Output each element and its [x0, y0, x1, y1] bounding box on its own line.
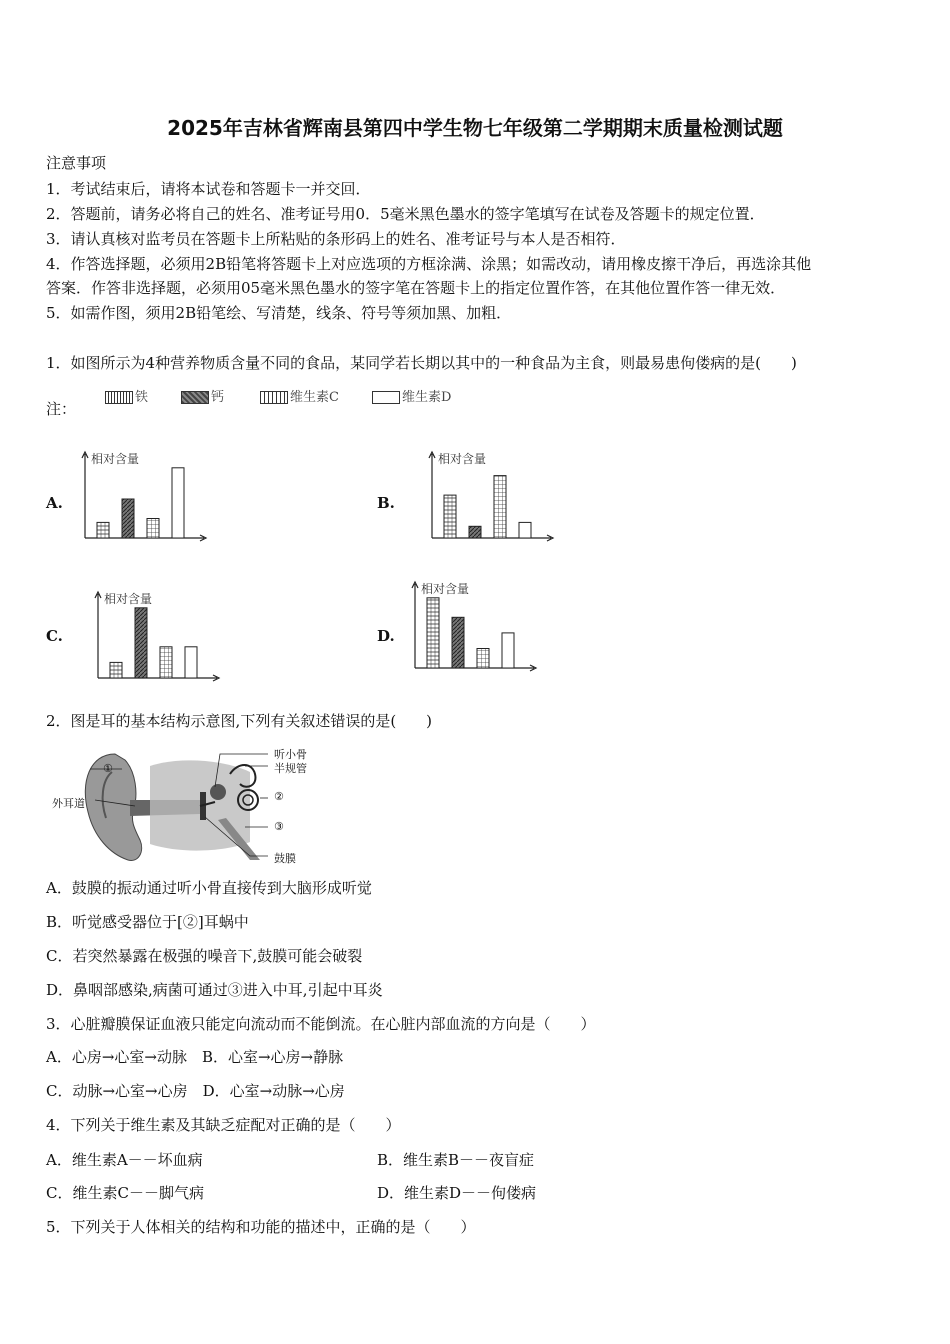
- q2-option-d[interactable]: D．鼻咽部感染,病菌可通过③进入中耳,引起中耳炎: [46, 981, 383, 999]
- q2-option-c[interactable]: C．若突然暴露在极强的噪音下,鼓膜可能会破裂: [46, 947, 363, 965]
- ear-label-eardrum: 鼓膜: [274, 852, 296, 865]
- legend-swatch: [260, 391, 288, 404]
- bar-calcium: [469, 526, 481, 538]
- chart-title: 相对含量: [421, 582, 470, 596]
- y-axis: [82, 452, 88, 538]
- page-title: 2025年吉林省辉南县第四中学生物七年级第二学期期末质量检测试题: [167, 116, 783, 140]
- legend-iron: 铁: [105, 386, 148, 405]
- q4-option-c[interactable]: C．维生素C－－脚气病: [46, 1184, 204, 1202]
- q2-stem: 2．图是耳的基本结构示意图,下列有关叙述错误的是( ): [46, 712, 433, 730]
- ear-label-ossicles: 听小骨: [274, 748, 307, 761]
- q1-note-label: 注：: [46, 400, 77, 418]
- chart-b: [422, 448, 557, 546]
- q4-stem: 4．下列关于维生素及其缺乏症配对正确的是（ ）: [46, 1116, 401, 1134]
- legend-calcium: 钙: [181, 386, 224, 405]
- q1-option-b[interactable]: B.: [377, 494, 395, 512]
- notes-item: 4．作答选择题，必须用2B铅笔将答题卡上对应选项的方框涂满、涂黑；如需改动，请用橡皮擦干净后，再选涂其他: [46, 255, 812, 273]
- ear-label-canal: 外耳道: [52, 797, 85, 810]
- chart-title: 相对含量: [438, 452, 487, 466]
- notes-item: 3．请认真核对监考员在答题卡上所粘贴的条形码上的姓名、准考证号与本人是否相符．: [46, 230, 626, 248]
- notes-heading: 注意事项: [46, 154, 107, 172]
- notes-item: 1．考试结束后，请将本试卷和答题卡一并交回．: [46, 180, 371, 198]
- q4-option-a[interactable]: A．维生素A－－坏血病: [46, 1151, 203, 1169]
- bar-vitamin-d: [185, 647, 197, 678]
- bar-vitamin-c: [160, 647, 172, 678]
- bar-vitamin-c: [147, 519, 159, 539]
- notes-item: 2．答题前，请务必将自己的姓名、准考证号用0．5毫米黑色墨水的签字笔填写在试卷及答题卡的规定位置．: [46, 205, 765, 223]
- legend-swatch: [105, 391, 133, 404]
- bar-vitamin-c: [477, 649, 489, 669]
- q1-option-d[interactable]: D.: [377, 627, 395, 645]
- bar-chart-svg: [422, 448, 557, 546]
- bar-vitamin-d: [502, 633, 514, 668]
- q4-option-d[interactable]: D．维生素D－－佝偻病: [377, 1184, 537, 1202]
- ear-label-1: ①: [103, 762, 113, 775]
- q1-option-a[interactable]: A.: [46, 494, 63, 512]
- legend-swatch: [181, 391, 209, 404]
- notes-item: 答案．作答非选择题，必须用05毫米黑色墨水的签字笔在答题卡上的指定位置作答，在其他位置作答一律无效．: [46, 279, 786, 297]
- q3-options-row-2[interactable]: C．动脉→心室→心房 D．心室→动脉→心房: [46, 1082, 345, 1100]
- bar-iron: [97, 522, 109, 538]
- q5-stem: 5．下列关于人体相关的结构和功能的描述中，正确的是（ ）: [46, 1218, 476, 1236]
- q4-option-b[interactable]: B．维生素B－－夜盲症: [377, 1151, 535, 1169]
- q3-options-row-1[interactable]: A．心房→心室→动脉 B．心室→心房→静脉: [46, 1048, 344, 1066]
- bar-vitamin-d: [519, 522, 531, 538]
- bar-iron: [427, 598, 439, 668]
- bar-vitamin-c: [494, 476, 506, 538]
- y-axis: [412, 582, 418, 668]
- ear-label-2: ②: [274, 790, 284, 803]
- chart-title: 相对含量: [104, 592, 153, 606]
- bar-iron: [110, 662, 122, 678]
- ear-diagram: [50, 742, 310, 871]
- chart-d: [405, 578, 540, 676]
- legend-swatch: [372, 391, 400, 404]
- q2-option-a[interactable]: A．鼓膜的振动通过听小骨直接传到大脑形成听觉: [46, 879, 372, 897]
- y-axis: [429, 452, 435, 538]
- bar-iron: [444, 495, 456, 538]
- q2-option-b[interactable]: B．听觉感受器位于[②]耳蜗中: [46, 913, 249, 931]
- bar-chart-svg: [75, 448, 210, 546]
- bar-calcium: [135, 608, 147, 678]
- chart-a: [75, 448, 210, 546]
- ear-label-3: ③: [274, 820, 284, 833]
- bar-calcium: [452, 617, 464, 668]
- ear-label-canals: 半规管: [274, 762, 307, 775]
- q1-stem: 1．如图所示为4种营养物质含量不同的食品，某同学若长期以其中的一种食品为主食，则最易患佝偻病的是( ): [46, 354, 797, 372]
- chart-c: [88, 588, 223, 686]
- y-axis: [95, 592, 101, 678]
- ear-illustration: [50, 742, 310, 867]
- notes-item: 5．如需作图，须用2B铅笔绘、写清楚，线条、符号等须加黑、加粗．: [46, 304, 512, 322]
- bar-calcium: [122, 499, 134, 538]
- chart-title: 相对含量: [91, 452, 140, 466]
- q1-option-c[interactable]: C.: [46, 627, 63, 645]
- legend-vitamin-c: 维生素C: [260, 386, 339, 405]
- bar-chart-svg: [88, 588, 223, 686]
- bar-vitamin-d: [172, 468, 184, 538]
- legend-vitamin-d: 维生素D: [372, 386, 451, 405]
- bar-chart-svg: [405, 578, 540, 676]
- q3-stem: 3．心脏瓣膜保证血液只能定向流动而不能倒流。在心脏内部血流的方向是（ ）: [46, 1015, 596, 1033]
